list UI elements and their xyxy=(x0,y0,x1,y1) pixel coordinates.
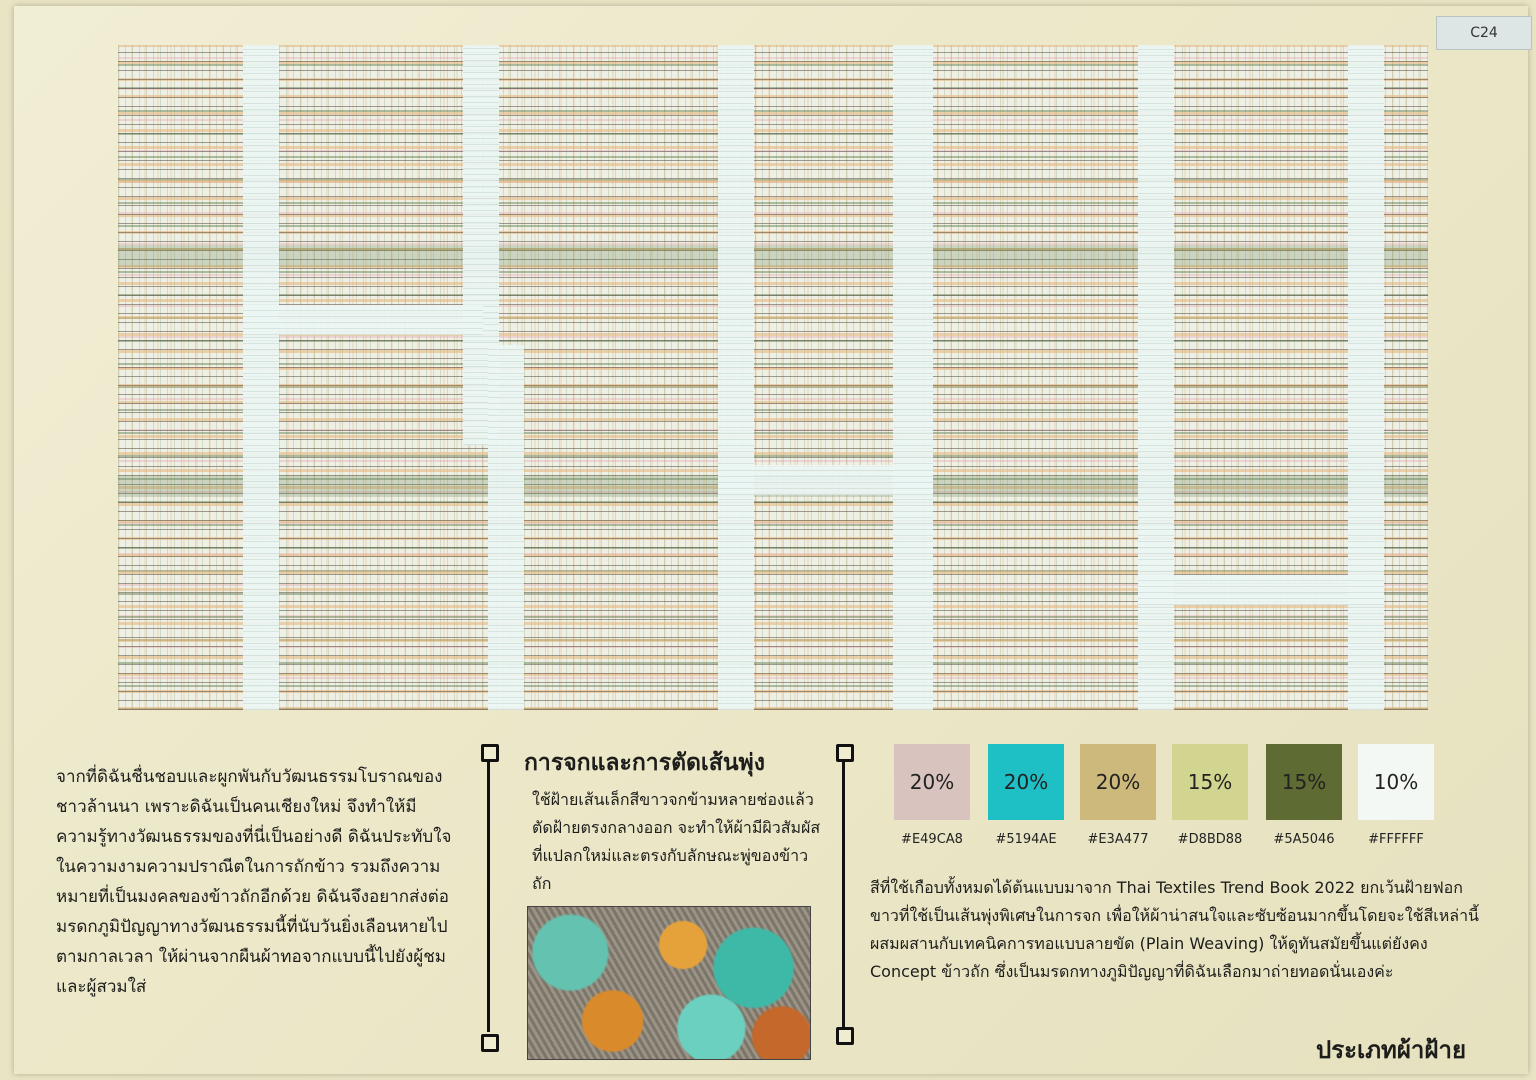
fabric-white-stripe xyxy=(718,465,933,495)
bracket-knob xyxy=(481,744,499,762)
color-swatch: 20% xyxy=(894,744,970,820)
palette-description: สีที่ใช้เกือบทั้งหมดได้ต้นแบบมาจาก Thai Textiles Trend Book 2022 ยกเว้นฝ้ายฟอกขาวที่ใช้เป็นเส้นพุ่งพิเศษในการจก เพื่อให้ผ้าน่าสนใจและซับซ้อนมากขึ้นโดยจะใช้สีเหล่านี้ผสมผสานกับเทคนิคการทอแบบลายขัด (Plain Weaving) ให้ดูทันสมัยขึ้นแต่ยังคง Concept ข้าวถัก ซึ่งเป็นมรดกทางภูมิปัญญาที่ดิฉันเลือกมาถ่ายทอดนั่นเองค่ะ xyxy=(870,878,1479,981)
tassel-photo xyxy=(527,906,811,1060)
bracket-knob xyxy=(836,1027,854,1045)
swatch-hex-code: #E3A477 xyxy=(1087,832,1149,847)
fabric-category-label: ประเภทผ้าฝ้าย xyxy=(1316,1036,1466,1064)
fabric-white-stripe xyxy=(1138,575,1384,605)
fabric-band xyxy=(118,245,1428,267)
bracket-line xyxy=(487,760,490,1032)
fabric-white-stripe xyxy=(243,305,483,335)
fabric-white-stripe xyxy=(893,45,933,710)
fabric-pattern-image xyxy=(118,45,1428,710)
swatch-hex-code: #5A5046 xyxy=(1273,832,1335,847)
swatch-hex-code: #FFFFFF xyxy=(1368,832,1424,847)
technique-description: ใช้ฝ้ายเส้นเล็กสีขาวจกข้ามหลายช่องแล้วตัดฝ้ายตรงกลางออก จะทำให้ผ้ามีผิวสัมผัสที่แปลกใหม่และตรงกับลักษณะพู่ของข้าวถัก xyxy=(532,790,821,893)
swatch-hex-code: #E49CA8 xyxy=(901,832,963,847)
color-swatch: 20% xyxy=(1080,744,1156,820)
technique-title: การจกและการตัดเส้นพุ่ง xyxy=(524,750,765,776)
color-swatch: 15% xyxy=(1266,744,1342,820)
swatch-hex-code: #5194AE xyxy=(995,832,1057,847)
fabric-white-stripe xyxy=(718,45,754,710)
color-swatch: 15% xyxy=(1172,744,1248,820)
fabric-white-stripe xyxy=(1138,45,1174,710)
color-swatch: 10% xyxy=(1358,744,1434,820)
bracket-line xyxy=(842,760,845,1032)
swatch-hex-code: #D8BD88 xyxy=(1177,832,1243,847)
fabric-white-stripe xyxy=(488,345,524,710)
story-paragraph: จากที่ดิฉันชื่นชอบและผูกพันกับวัฒนธรรมโบราณของชาวล้านนา เพราะดิฉันเป็นคนเชียงใหม่ จึงทำให้มีความรู้ทางวัฒนธรรมของที่นี่เป็นอย่างดี ดิฉันประทับใจในความงามความปราณีตในการถักข้าว รวมถึงความหมายที่เป็นมงคลของข้าวถักอีกด้วย ดิฉันจึงอยากส่งต่อมรดกภูมิปัญญาทางวัฒนธรรมนี้ที่นับวันยิ่งเลือนหายไปตามกาลเวลา ให้ผ่านจากผืนผ้าทอจากแบบนี้ไปยังผู้ชมและผู้สวมใส่ xyxy=(56,767,452,997)
bracket-knob xyxy=(481,1034,499,1052)
board-code-label: C24 xyxy=(1436,16,1532,50)
fabric-white-stripe xyxy=(1348,45,1384,710)
color-swatch: 20% xyxy=(988,744,1064,820)
fabric-white-stripe xyxy=(243,45,279,710)
